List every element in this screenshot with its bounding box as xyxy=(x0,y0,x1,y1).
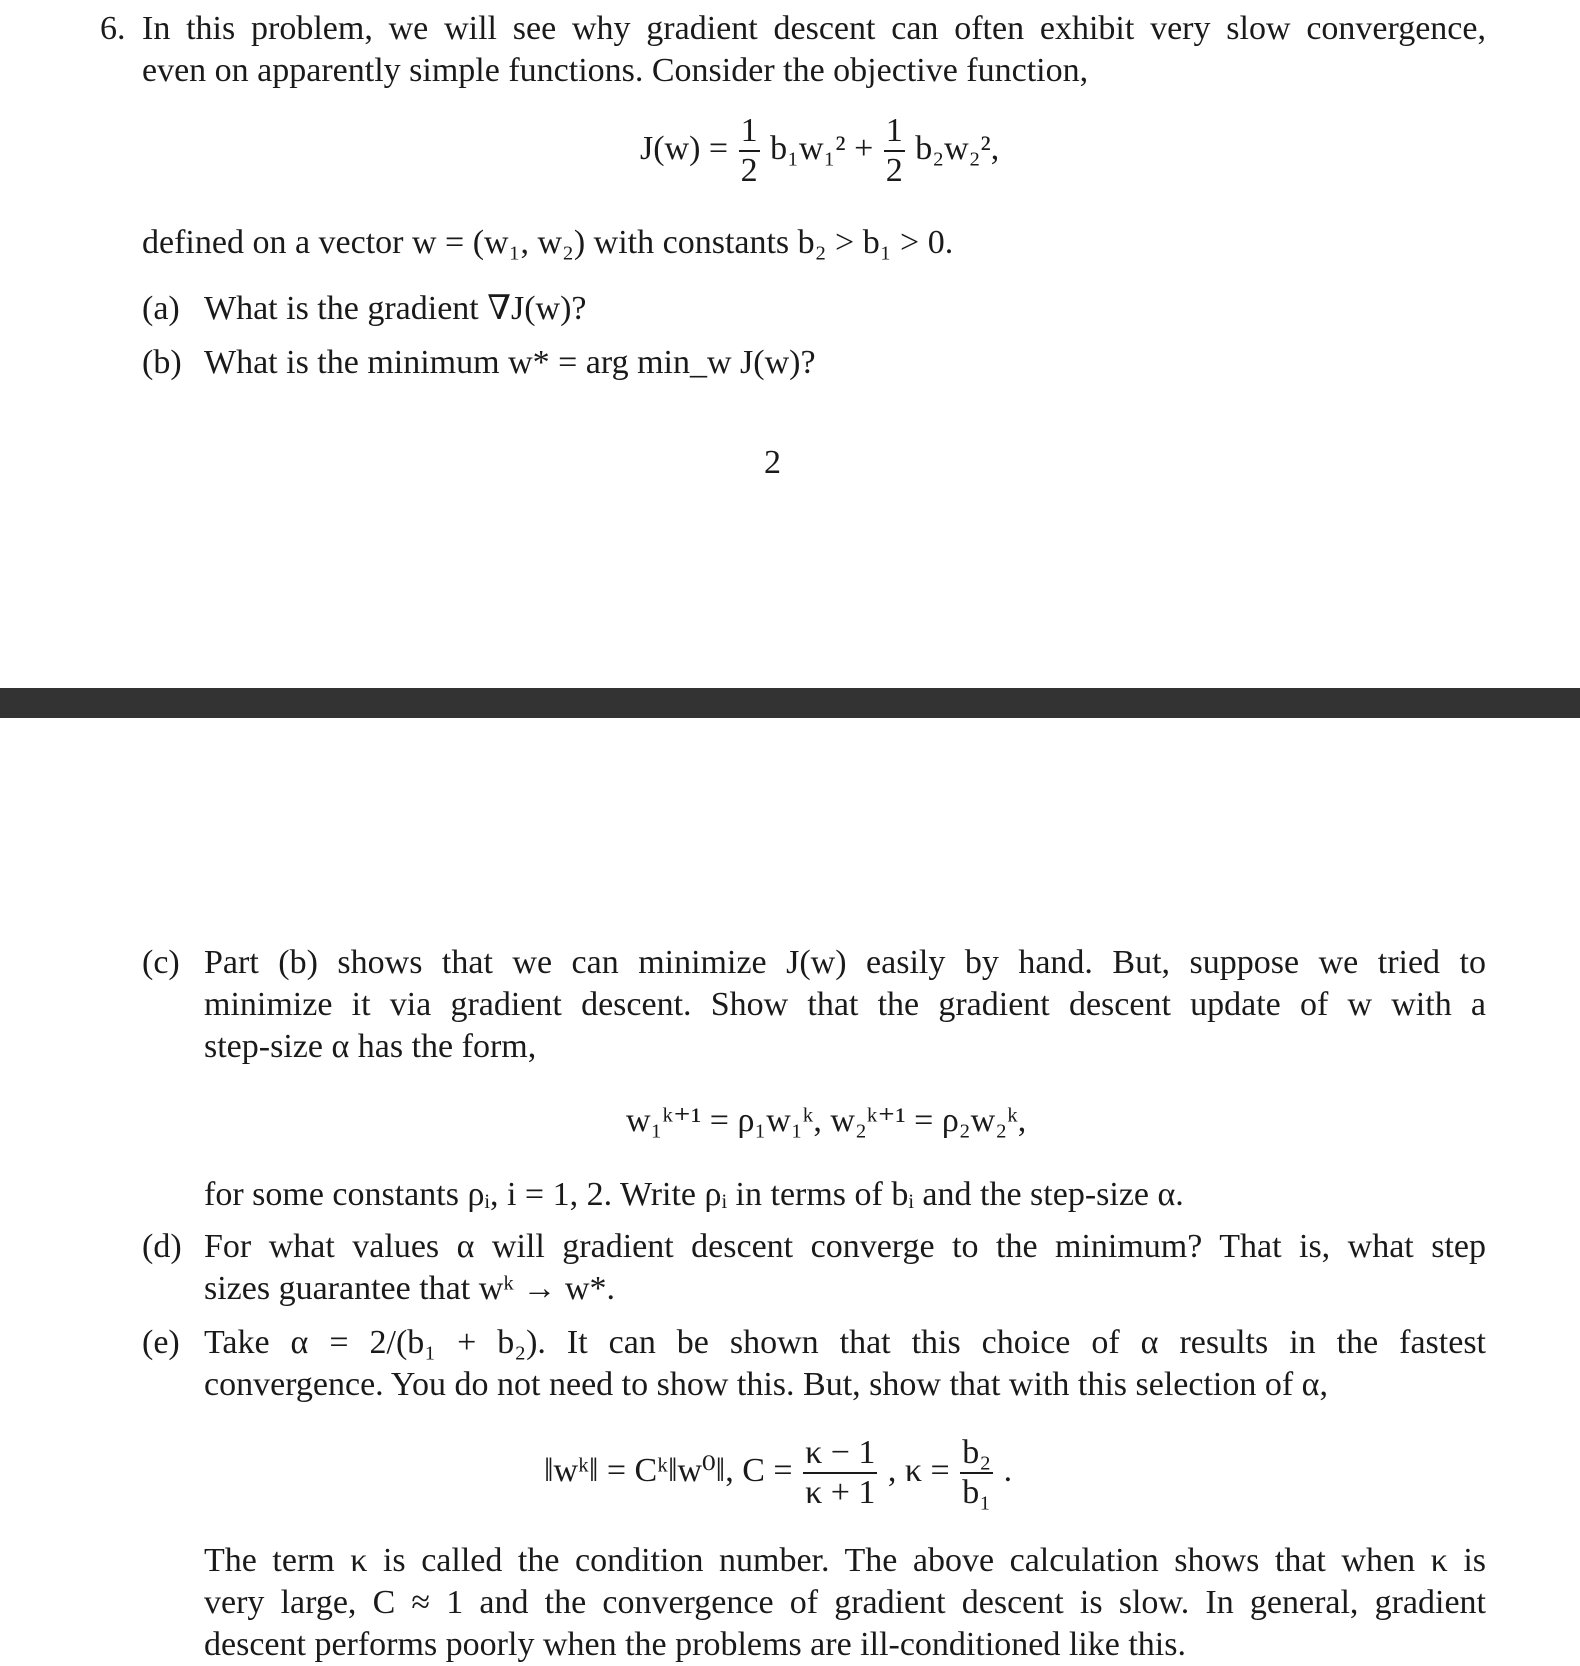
part-c-label: (c) xyxy=(142,944,180,981)
part-e-para-line1: The term κ is called the condition number. The above calculation shows that when κ is xyxy=(204,1542,1486,1579)
part-e-para-line3: descent performs poorly when the problems are ill-conditioned like this. xyxy=(204,1626,1186,1663)
kappa-frac-den: b₁ xyxy=(962,1474,992,1511)
part-c-line3: step-size α has the form, xyxy=(204,1028,537,1065)
part-a-text: What is the gradient ∇J(w)? xyxy=(204,290,587,327)
kappa-fraction xyxy=(960,1434,993,1512)
c-frac-num: κ − 1 xyxy=(803,1434,877,1474)
objective-frac-1 xyxy=(739,112,760,190)
frac-den: 2 xyxy=(885,152,903,189)
frac-num: 1 xyxy=(884,112,905,152)
c-fraction xyxy=(803,1434,877,1512)
part-c-after: for some constants ρᵢ, i = 1, 2. Write ρᵢ in terms of bᵢ and the step-size α. xyxy=(204,1176,1184,1213)
part-d-line2: sizes guarantee that wᵏ → w*. xyxy=(204,1270,616,1307)
objective-equation xyxy=(640,112,999,190)
convergence-equation xyxy=(544,1434,1012,1512)
objective-lhs: J(w) = xyxy=(640,129,729,167)
part-e-line1: Take α = 2/(b₁ + b₂). It can be shown that this choice of α results in the fastest xyxy=(204,1324,1486,1361)
page-top-section xyxy=(0,0,1580,688)
part-d-line1: For what values α will gradient descent converge to the minimum? That is, what step xyxy=(204,1228,1486,1265)
part-d-label: (d) xyxy=(142,1228,182,1265)
defined-text: defined on a vector w = (w₁, w₂) with constants b₂ > b₁ > 0. xyxy=(142,224,954,261)
equation-end-dot: . xyxy=(1003,1451,1013,1489)
problem-intro-line2: even on apparently simple functions. Consider the objective function, xyxy=(142,52,1089,89)
page-number: 2 xyxy=(764,444,781,481)
part-b-label: (b) xyxy=(142,344,182,381)
kappa-label: , κ = xyxy=(887,1451,950,1489)
problem-number: 6. xyxy=(100,10,126,47)
problem-intro-line1: In this problem, we will see why gradient descent can often exhibit very slow convergence, xyxy=(142,10,1486,47)
page-bottom-section xyxy=(0,718,1580,1666)
objective-frac-2 xyxy=(884,112,905,190)
part-e-label: (e) xyxy=(142,1324,180,1361)
page-separator-bar xyxy=(0,688,1580,718)
frac-den: 2 xyxy=(740,152,758,189)
part-c-line1: Part (b) shows that we can minimize J(w) easily by hand. But, suppose we tried to xyxy=(204,944,1486,981)
update-equation: w₁ᵏ⁺¹ = ρ₁w₁ᵏ, w₂ᵏ⁺¹ = ρ₂w₂ᵏ, xyxy=(626,1102,1027,1139)
part-c-line2: minimize it via gradient descent. Show that the gradient descent update of w with a xyxy=(204,986,1486,1023)
part-e-para-line2: very large, C ≈ 1 and the convergence of gradient descent is slow. In general, gradient xyxy=(204,1584,1486,1621)
c-frac-den: κ + 1 xyxy=(805,1474,876,1511)
part-b-text: What is the minimum w* = arg min_w J(w)? xyxy=(204,344,816,381)
objective-term2: b₂w₂², xyxy=(915,129,1000,167)
frac-num: 1 xyxy=(739,112,760,152)
kappa-frac-num: b₂ xyxy=(960,1434,993,1474)
part-e-line2: convergence. You do not need to show this. But, show that with this selection of α, xyxy=(204,1366,1328,1403)
convergence-norm: ‖wᵏ‖ = Cᵏ‖w⁰‖, C = xyxy=(544,1451,793,1489)
part-a-label: (a) xyxy=(142,290,180,327)
objective-term1: b₁w₁² + xyxy=(770,129,874,167)
